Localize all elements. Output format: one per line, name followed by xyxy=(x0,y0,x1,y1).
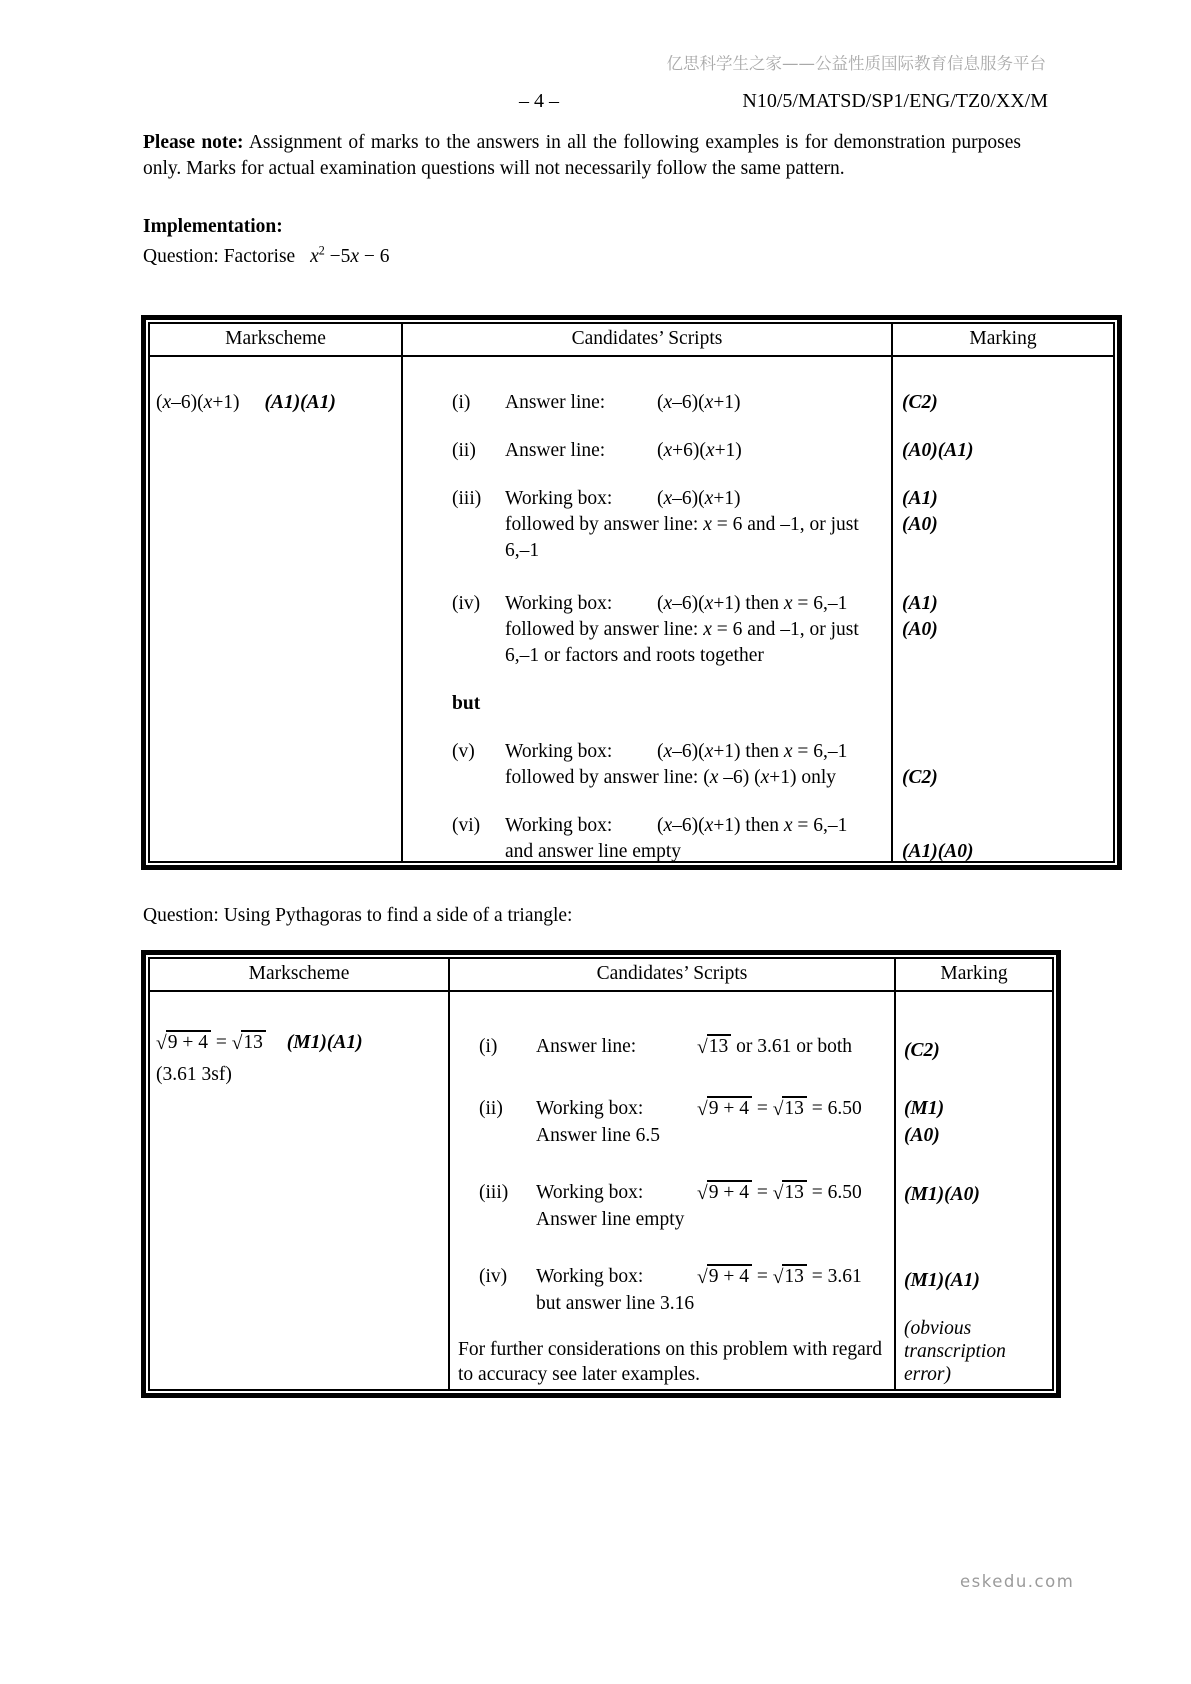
marking-value: (M1) xyxy=(904,1098,945,1119)
page-number: – 4 – xyxy=(519,90,559,112)
note-paragraph xyxy=(143,130,1021,182)
column-header-markscheme: Markscheme xyxy=(248,963,350,984)
marking-value: (C2) xyxy=(902,767,938,788)
column-header-scripts: Candidates’ Scripts xyxy=(401,324,891,355)
markscheme-cell xyxy=(150,357,401,861)
row-math: (x–6)(x+1) xyxy=(657,392,741,413)
row-label: Working box: xyxy=(536,1266,644,1287)
markscheme-marks: (A1)(A1) xyxy=(264,392,336,413)
row-number: (i) xyxy=(479,1036,498,1057)
row-number: (ii) xyxy=(452,440,476,461)
marking-value: (A1)(A0) xyxy=(902,841,974,862)
table-factorise-body xyxy=(150,357,1113,861)
markscheme-answer: √9 + 4 = √13 xyxy=(156,1032,266,1053)
row-label: Working box: xyxy=(505,741,613,762)
row-math: √9 + 4 = √13 = 6.50 xyxy=(697,1098,862,1120)
row-continuation: 6,–1 or factors and roots together xyxy=(505,645,764,666)
row-continuation: 6,–1 xyxy=(505,540,540,561)
marking-value: (A0) xyxy=(902,514,938,535)
row-math: √9 + 4 = √13 = 3.61 xyxy=(697,1266,862,1288)
table-factorise xyxy=(141,315,1122,870)
implementation-heading: Implementation: xyxy=(143,216,283,237)
markscheme-precision: (3.61 3sf) xyxy=(156,1064,232,1085)
row-label: Working box: xyxy=(505,815,613,836)
marking-value: (M1)(A0) xyxy=(904,1184,980,1205)
row-number: (iv) xyxy=(452,593,481,614)
table-pythagoras-inner xyxy=(148,957,1054,1391)
markscheme-cell xyxy=(150,992,448,1389)
row-continuation: followed by answer line: (x –6) (x+1) only xyxy=(505,767,837,788)
row-number: (v) xyxy=(452,741,475,762)
scripts-cell xyxy=(401,357,891,861)
row-number: (iii) xyxy=(479,1182,509,1203)
marking-value: (M1)(A1) xyxy=(904,1270,980,1291)
script-row-iv xyxy=(479,1264,890,1290)
site-banner: 亿思科学生之家——公益性质国际教育信息服务平台 xyxy=(666,54,1046,73)
row-math: (x–6)(x+1) xyxy=(657,488,741,509)
marking-note: (obvious transcription error) xyxy=(904,1318,1006,1385)
marking-cell xyxy=(894,992,1052,1389)
script-row-v xyxy=(452,739,887,765)
script-row-ii xyxy=(479,1096,890,1122)
row-continuation: and answer line empty xyxy=(505,841,681,862)
row-number: (i) xyxy=(452,392,471,413)
row-math: (x–6)(x+1) then x = 6,–1 xyxy=(657,815,848,836)
marking-value: (A1) xyxy=(902,593,938,614)
table-pythagoras xyxy=(141,950,1061,1398)
scripts-cell xyxy=(448,992,894,1389)
row-math: √13 or 3.61 or both xyxy=(697,1036,852,1058)
column-header-marking: Marking xyxy=(894,959,1052,990)
row-label: Answer line: xyxy=(505,392,606,413)
table-pythagoras-header xyxy=(150,959,1052,992)
table-factorise-header xyxy=(150,324,1113,357)
marking-value: (A1) xyxy=(902,488,938,509)
marking-cell xyxy=(891,357,1113,861)
marking-value: (C2) xyxy=(904,1040,940,1061)
script-row-iv xyxy=(452,591,887,617)
row-continuation: Answer line empty xyxy=(536,1209,685,1230)
marking-value: (A0)(A1) xyxy=(902,440,974,461)
script-row-iii xyxy=(479,1180,890,1206)
row-continuation: followed by answer line: x = 6 and –1, or just xyxy=(505,514,859,535)
row-label: Working box: xyxy=(505,488,613,509)
row-continuation: Answer line 6.5 xyxy=(536,1125,661,1146)
script-row-vi xyxy=(452,813,887,839)
script-row-i xyxy=(452,390,887,416)
marking-value: (C2) xyxy=(902,392,938,413)
row-label: Answer line: xyxy=(505,440,606,461)
row-number: (ii) xyxy=(479,1098,503,1119)
row-math: √9 + 4 = √13 = 6.50 xyxy=(697,1182,862,1204)
script-row-iii xyxy=(452,486,887,512)
row-math: (x–6)(x+1) then x = 6,–1 xyxy=(657,593,848,614)
row-continuation: followed by answer line: x = 6 and –1, or just xyxy=(505,619,859,640)
table-factorise-inner xyxy=(148,322,1115,863)
row-number: (iv) xyxy=(479,1266,508,1287)
script-row-i xyxy=(479,1034,890,1060)
column-header-markscheme: Markscheme xyxy=(225,328,326,349)
column-header-marking: Marking xyxy=(891,324,1113,355)
note-body: Assignment of marks to the answers in all the following examples is for demonstration purposes only. Marks for actual examination questions will not necessarily follow the same pattern. xyxy=(143,132,1021,179)
row-number: (iii) xyxy=(452,488,482,509)
table-pythagoras-body xyxy=(150,992,1052,1389)
markscheme-entry xyxy=(156,390,336,416)
row-math: (x–6)(x+1) then x = 6,–1 xyxy=(657,741,848,762)
row-label: Answer line: xyxy=(536,1036,637,1057)
question-1 xyxy=(143,243,390,268)
row-continuation: but answer line 3.16 xyxy=(536,1293,695,1314)
document-code: N10/5/MATSD/SP1/ENG/TZ0/XX/M xyxy=(742,90,1048,112)
question-1-math: $x^2 -5x - 6$ xyxy=(310,243,390,267)
scripts-footnote: For further considerations on this problem with regard to accuracy see later examples. xyxy=(458,1339,883,1385)
site-footer: eskedu.com xyxy=(960,1572,1075,1591)
row-label: Working box: xyxy=(536,1098,644,1119)
row-label: Working box: xyxy=(536,1182,644,1203)
but-connector: but xyxy=(452,693,481,714)
row-label: Working box: xyxy=(505,593,613,614)
marking-value: (A0) xyxy=(902,619,938,640)
marking-value: (A0) xyxy=(904,1125,940,1146)
question-2: Question: Using Pythagoras to find a side of a triangle: xyxy=(143,905,573,926)
markscheme-marks: (M1)(A1) xyxy=(286,1032,363,1053)
row-math: (x+6)(x+1) xyxy=(657,440,742,461)
script-row-ii xyxy=(452,438,887,464)
markscheme-entry xyxy=(156,1030,363,1056)
markscheme-answer: (x–6)(x+1) xyxy=(156,392,240,413)
question-1-label: Question: Factorise xyxy=(143,246,296,267)
note-label: Please note: xyxy=(143,132,244,153)
row-number: (vi) xyxy=(452,815,481,836)
column-header-scripts: Candidates’ Scripts xyxy=(448,959,894,990)
